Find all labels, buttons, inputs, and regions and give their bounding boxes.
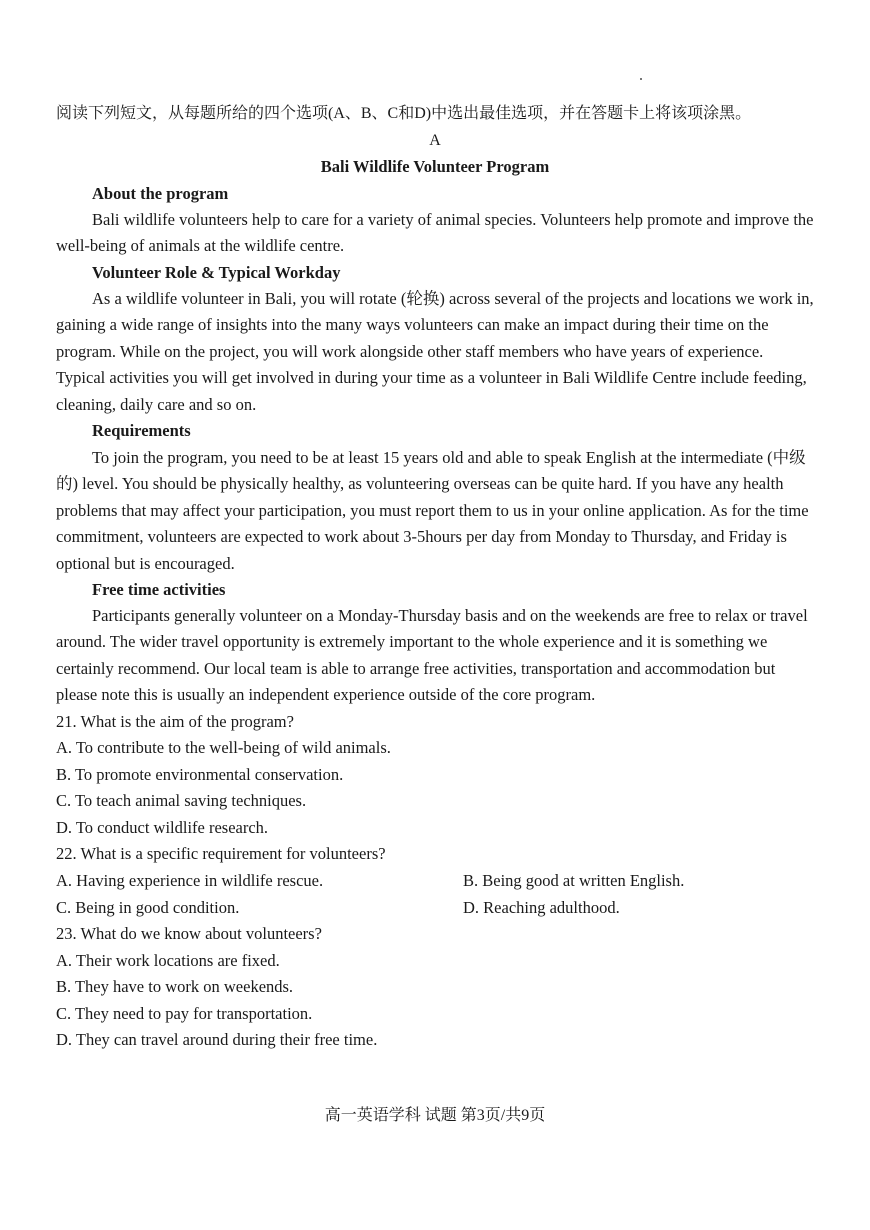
question-23-option-d: D. They can travel around during their free time. xyxy=(56,1030,378,1049)
question-23-option-b: B. They have to work on weekends. xyxy=(56,977,294,996)
paragraph-requirements: To join the program, you need to be at least 15 years old and able to speak English at the intermediate (中级的) level. You should be physically healthy, as volunteering overseas can be quite hard. If you have any health problems that may affect your participation, you must report them to us in your online application. As for the time commitment, volunteers are expected to work about 3-5hours per day from Monday to Thursday, and Friday is optional but is encouraged. xyxy=(56,448,809,573)
paragraph-about-program: Bali wildlife volunteers help to care for a variety of animal species. Volunteers help promote and improve the well-being of animals at the wildlife centre. xyxy=(56,210,814,256)
paragraph-free-time: Participants generally volunteer on a Monday-Thursday basis and on the weekends are free to relax or travel around. The wider travel opportunity is extremely important to the whole experience and it is something we certainly recommend. Our local team is able to arrange free activities, transportation and accommodation but please note this is usually an independent experience outside of the core program. xyxy=(56,606,808,705)
question-21-option-c: C. To teach animal saving techniques. xyxy=(56,791,307,810)
question-22-stem: 22. What is a specific requirement for volunteers? xyxy=(56,844,386,863)
page-footer: 高一英语学科 试题 第3页/共9页 xyxy=(324,1107,546,1124)
question-22-option-d: D. Reaching adulthood. xyxy=(463,898,620,917)
question-21-option-d: D. To conduct wildlife research. xyxy=(56,818,269,837)
heading-free-time: Free time activities xyxy=(92,580,226,599)
question-22-option-c: C. Being in good condition. xyxy=(56,898,240,917)
question-22-option-b: B. Being good at written English. xyxy=(463,871,685,890)
question-21-option-b: B. To promote environmental conservation. xyxy=(56,765,344,784)
question-23-stem: 23. What do we know about volunteers? xyxy=(56,924,322,943)
question-23-option-a: A. Their work locations are fixed. xyxy=(56,951,280,970)
question-22-option-a: A. Having experience in wildlife rescue. xyxy=(56,871,324,890)
reading-instruction: 阅读下列短文，从每题所给的四个选项(A、B、C和D)中选出最佳选项，并在答题卡上将该项涂黑。 xyxy=(56,105,752,122)
passage-title: Bali Wildlife Volunteer Program xyxy=(320,157,550,176)
question-21-stem: 21. What is the aim of the program? xyxy=(56,712,294,731)
heading-volunteer-role: Volunteer Role & Typical Workday xyxy=(92,263,341,282)
heading-about-program: About the program xyxy=(92,184,229,203)
paragraph-volunteer-role: As a wildlife volunteer in Bali, you will rotate (轮换) across several of the projects and locations we work in, gaining a wide range of insights into the many ways volunteers can make an impact during their time on the program. While on the project, you will work alongside other staff members who have years of experience. Typical activities you will get involved in during your time as a volunteer in Bali Wildlife Centre include feeding, cleaning, daily care and so on. xyxy=(56,289,814,414)
section-letter: A xyxy=(429,132,441,149)
scan-speck xyxy=(640,78,642,80)
question-23-option-c: C. They need to pay for transportation. xyxy=(56,1004,313,1023)
heading-requirements: Requirements xyxy=(92,421,191,440)
question-21-option-a: A. To contribute to the well-being of wild animals. xyxy=(56,738,391,757)
